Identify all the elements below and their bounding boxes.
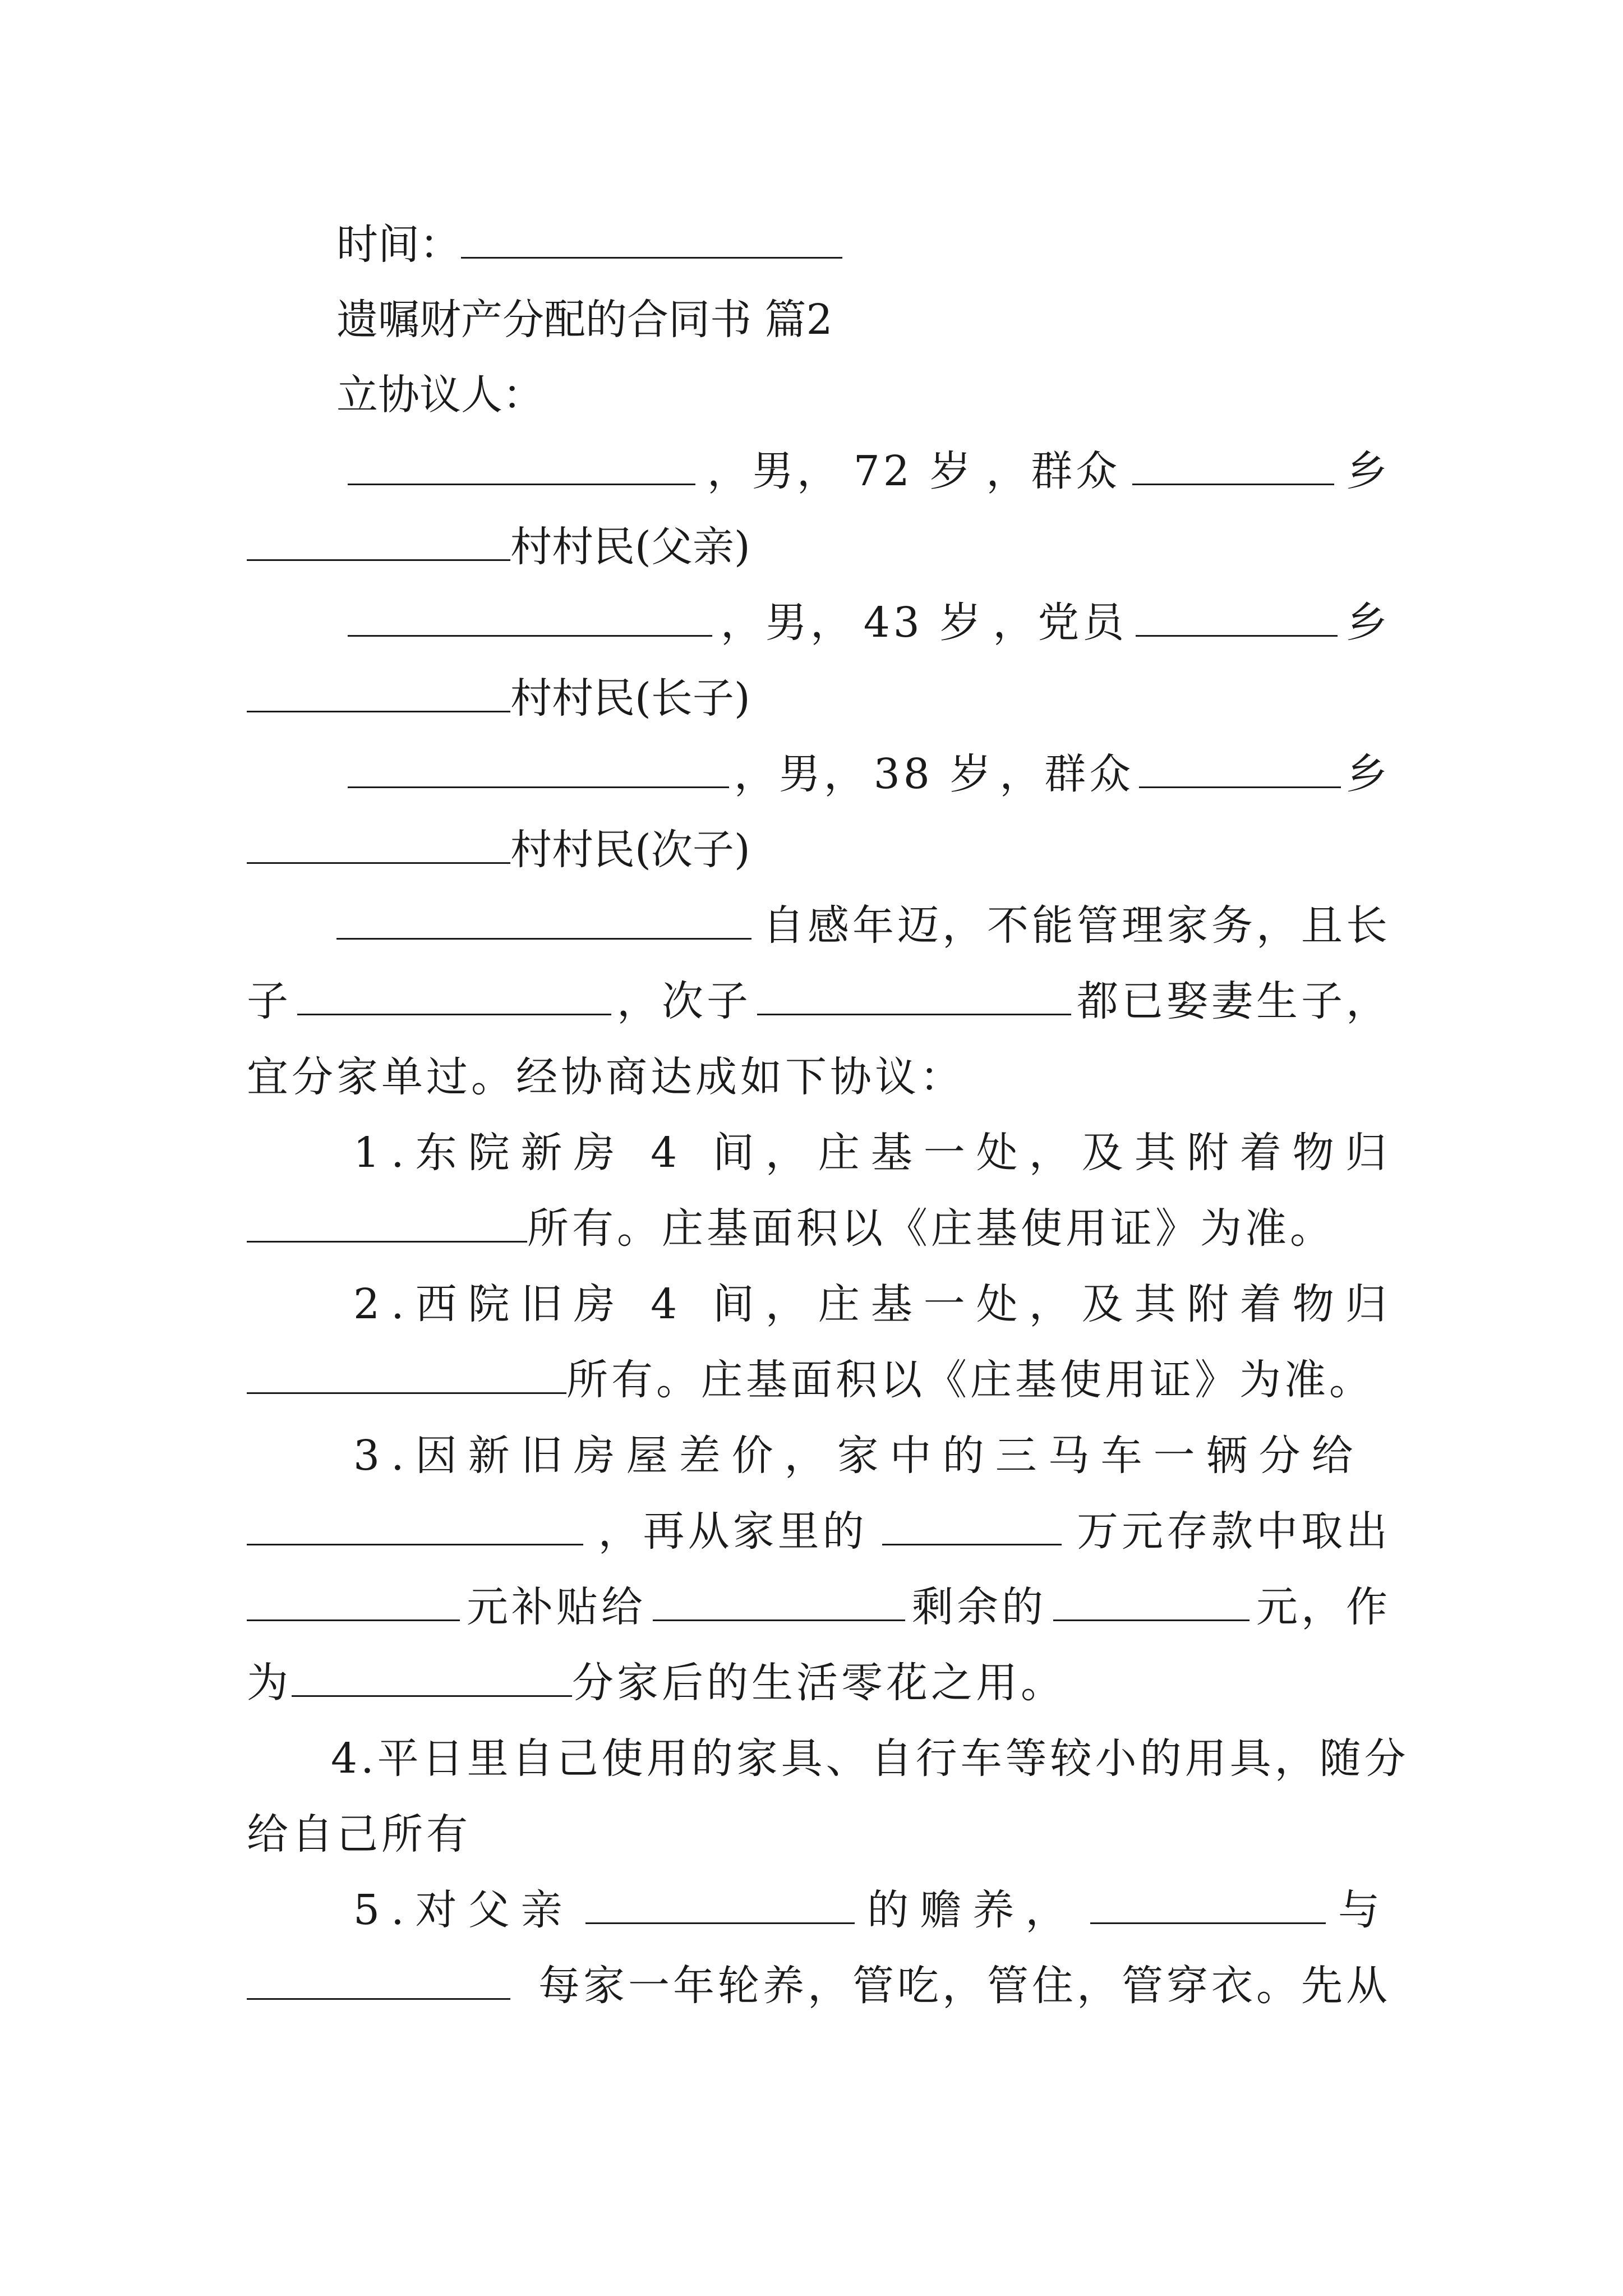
item5-son1-blank[interactable] [1090,1883,1326,1924]
item3-subsidy-recipient-blank[interactable] [653,1580,905,1621]
elder-son-line-1 [348,595,1391,651]
intro-text-2a: 子 [247,977,292,1025]
heading-text: 遗嘱财产分配的合同书 篇2 [336,296,833,344]
item1-owner-blank[interactable] [247,1202,527,1243]
intro-text-1: 自感年迈，不能管理家务，且长 [763,901,1391,950]
younger-son-name-blank[interactable] [348,747,729,788]
item3-line-3 [247,1579,1391,1635]
item4-text-2: 给自己所有 [247,1810,471,1858]
intro-text-3: 宜分家单过。经协商达成如下协议： [247,1053,965,1101]
item3-line-2 [247,1503,1391,1559]
intro-line-1 [336,898,1391,954]
item5-father-blank[interactable] [585,1883,855,1924]
elder-son-village-blank[interactable] [247,671,510,712]
father-age: 72 岁 [853,447,975,495]
item2-line-1 [353,1276,1398,1332]
intro-line-3 [247,1049,1391,1105]
item3-text-3a: 元补贴给 [467,1583,646,1631]
item4-line-1 [331,1731,1409,1787]
item3-line-4 [247,1655,1391,1711]
father-line-1 [348,443,1391,499]
younger-son-township-blank[interactable] [1139,747,1341,788]
item1-text-2: 所有。庄基面积以《庄基使用证》为准。 [527,1204,1335,1253]
father-village-blank[interactable] [247,520,510,561]
item5-son2-blank[interactable] [247,1959,510,2000]
younger-son-line-2 [247,822,1391,878]
younger-son-status: ，群众 [999,750,1135,798]
younger-son-village-role: 村村民(次子) [510,826,750,874]
intro-elder-son-blank[interactable] [297,974,611,1015]
item3-savings-blank[interactable] [882,1504,1062,1545]
item5-line-1 [353,1882,1391,1938]
item3-remaining-blank[interactable] [1053,1580,1249,1621]
item1-text: 1.东院新房 4 间，庄基一处，及其附着物归 [353,1129,1398,1177]
item3-recipient-blank[interactable] [247,1504,583,1545]
item3-amount-blank[interactable] [247,1580,460,1621]
time-blank[interactable] [461,218,842,259]
younger-son-sex: ，男， [734,750,869,798]
elder-son-status: ，党员 [993,599,1128,647]
time-label: 时间： [336,220,461,269]
elder-son-township: 乡 [1345,599,1391,647]
item4-text: 4.平日里自己使用的家具、自行车等较小的用具，随分 [331,1734,1409,1783]
elder-son-age: 43 岁 [863,599,985,647]
item5-text-2: 每家一年轮养，管吃，管住，管穿衣。先从 [538,1962,1391,2010]
elder-son-village-role: 村村民(长子) [510,674,750,723]
father-sex: ，男， [707,447,842,495]
item5-text-1a: 5.对父亲 [353,1886,574,1934]
item2-line-2 [247,1352,1391,1408]
intro-text-2b: ，次子 [617,977,751,1025]
section-heading [336,292,1009,348]
elder-son-name-blank[interactable] [348,596,712,637]
elder-son-sex: ，男， [720,599,855,647]
younger-son-township: 乡 [1345,750,1391,798]
item3-text-4b: 分家后的生活零花之用。 [572,1659,1066,1707]
younger-son-line-1 [348,746,1391,802]
item2-owner-blank[interactable] [247,1353,566,1394]
item5-text-1c: 与 [1338,1886,1391,1934]
item2-text: 2.西院旧房 4 间，庄基一处，及其附着物归 [353,1280,1398,1328]
younger-son-age: 38 岁 [873,750,995,798]
item3-beneficiary-blank[interactable] [292,1656,572,1697]
parties-label: 立协议人： [336,371,544,419]
item3-text-3b: 剩余的 [912,1583,1046,1631]
item5-line-2 [247,1958,1391,2014]
item3-text-2a: ，再从家里的 [598,1507,868,1556]
intro-text-2c: 都已娶妻生子， [1077,977,1391,1025]
father-status: ，群众 [986,447,1121,495]
item1-line-2 [247,1200,1391,1257]
item3-text-2b: 万元存款中取出 [1076,1507,1391,1556]
father-line-2 [247,519,1391,575]
time-line [336,217,897,273]
father-township-blank[interactable] [1132,444,1334,485]
item3-text-3c: 元，作 [1256,1583,1391,1631]
elder-son-line-2 [247,670,1391,726]
father-village-role: 村村民(父亲) [510,523,750,571]
item2-text-2: 所有。庄基面积以《庄基使用证》为准。 [566,1356,1374,1404]
intro-name-blank[interactable] [336,899,751,940]
father-township: 乡 [1345,447,1391,495]
elder-son-township-blank[interactable] [1136,596,1338,637]
parties-label-line [336,367,785,423]
father-name-blank[interactable] [348,444,695,485]
younger-son-village-blank[interactable] [247,823,510,864]
item4-line-2 [247,1806,1391,1862]
item3-line-1 [353,1428,1391,1484]
item1-line-1 [353,1125,1398,1181]
item3-text: 3.因新旧房屋差价，家中的三马车一辆分给 [353,1432,1364,1480]
intro-line-2 [247,973,1391,1029]
item5-text-1b: 的赡养， [867,1886,1078,1934]
intro-younger-son-blank[interactable] [757,974,1071,1015]
item3-text-4a: 为 [247,1659,292,1707]
